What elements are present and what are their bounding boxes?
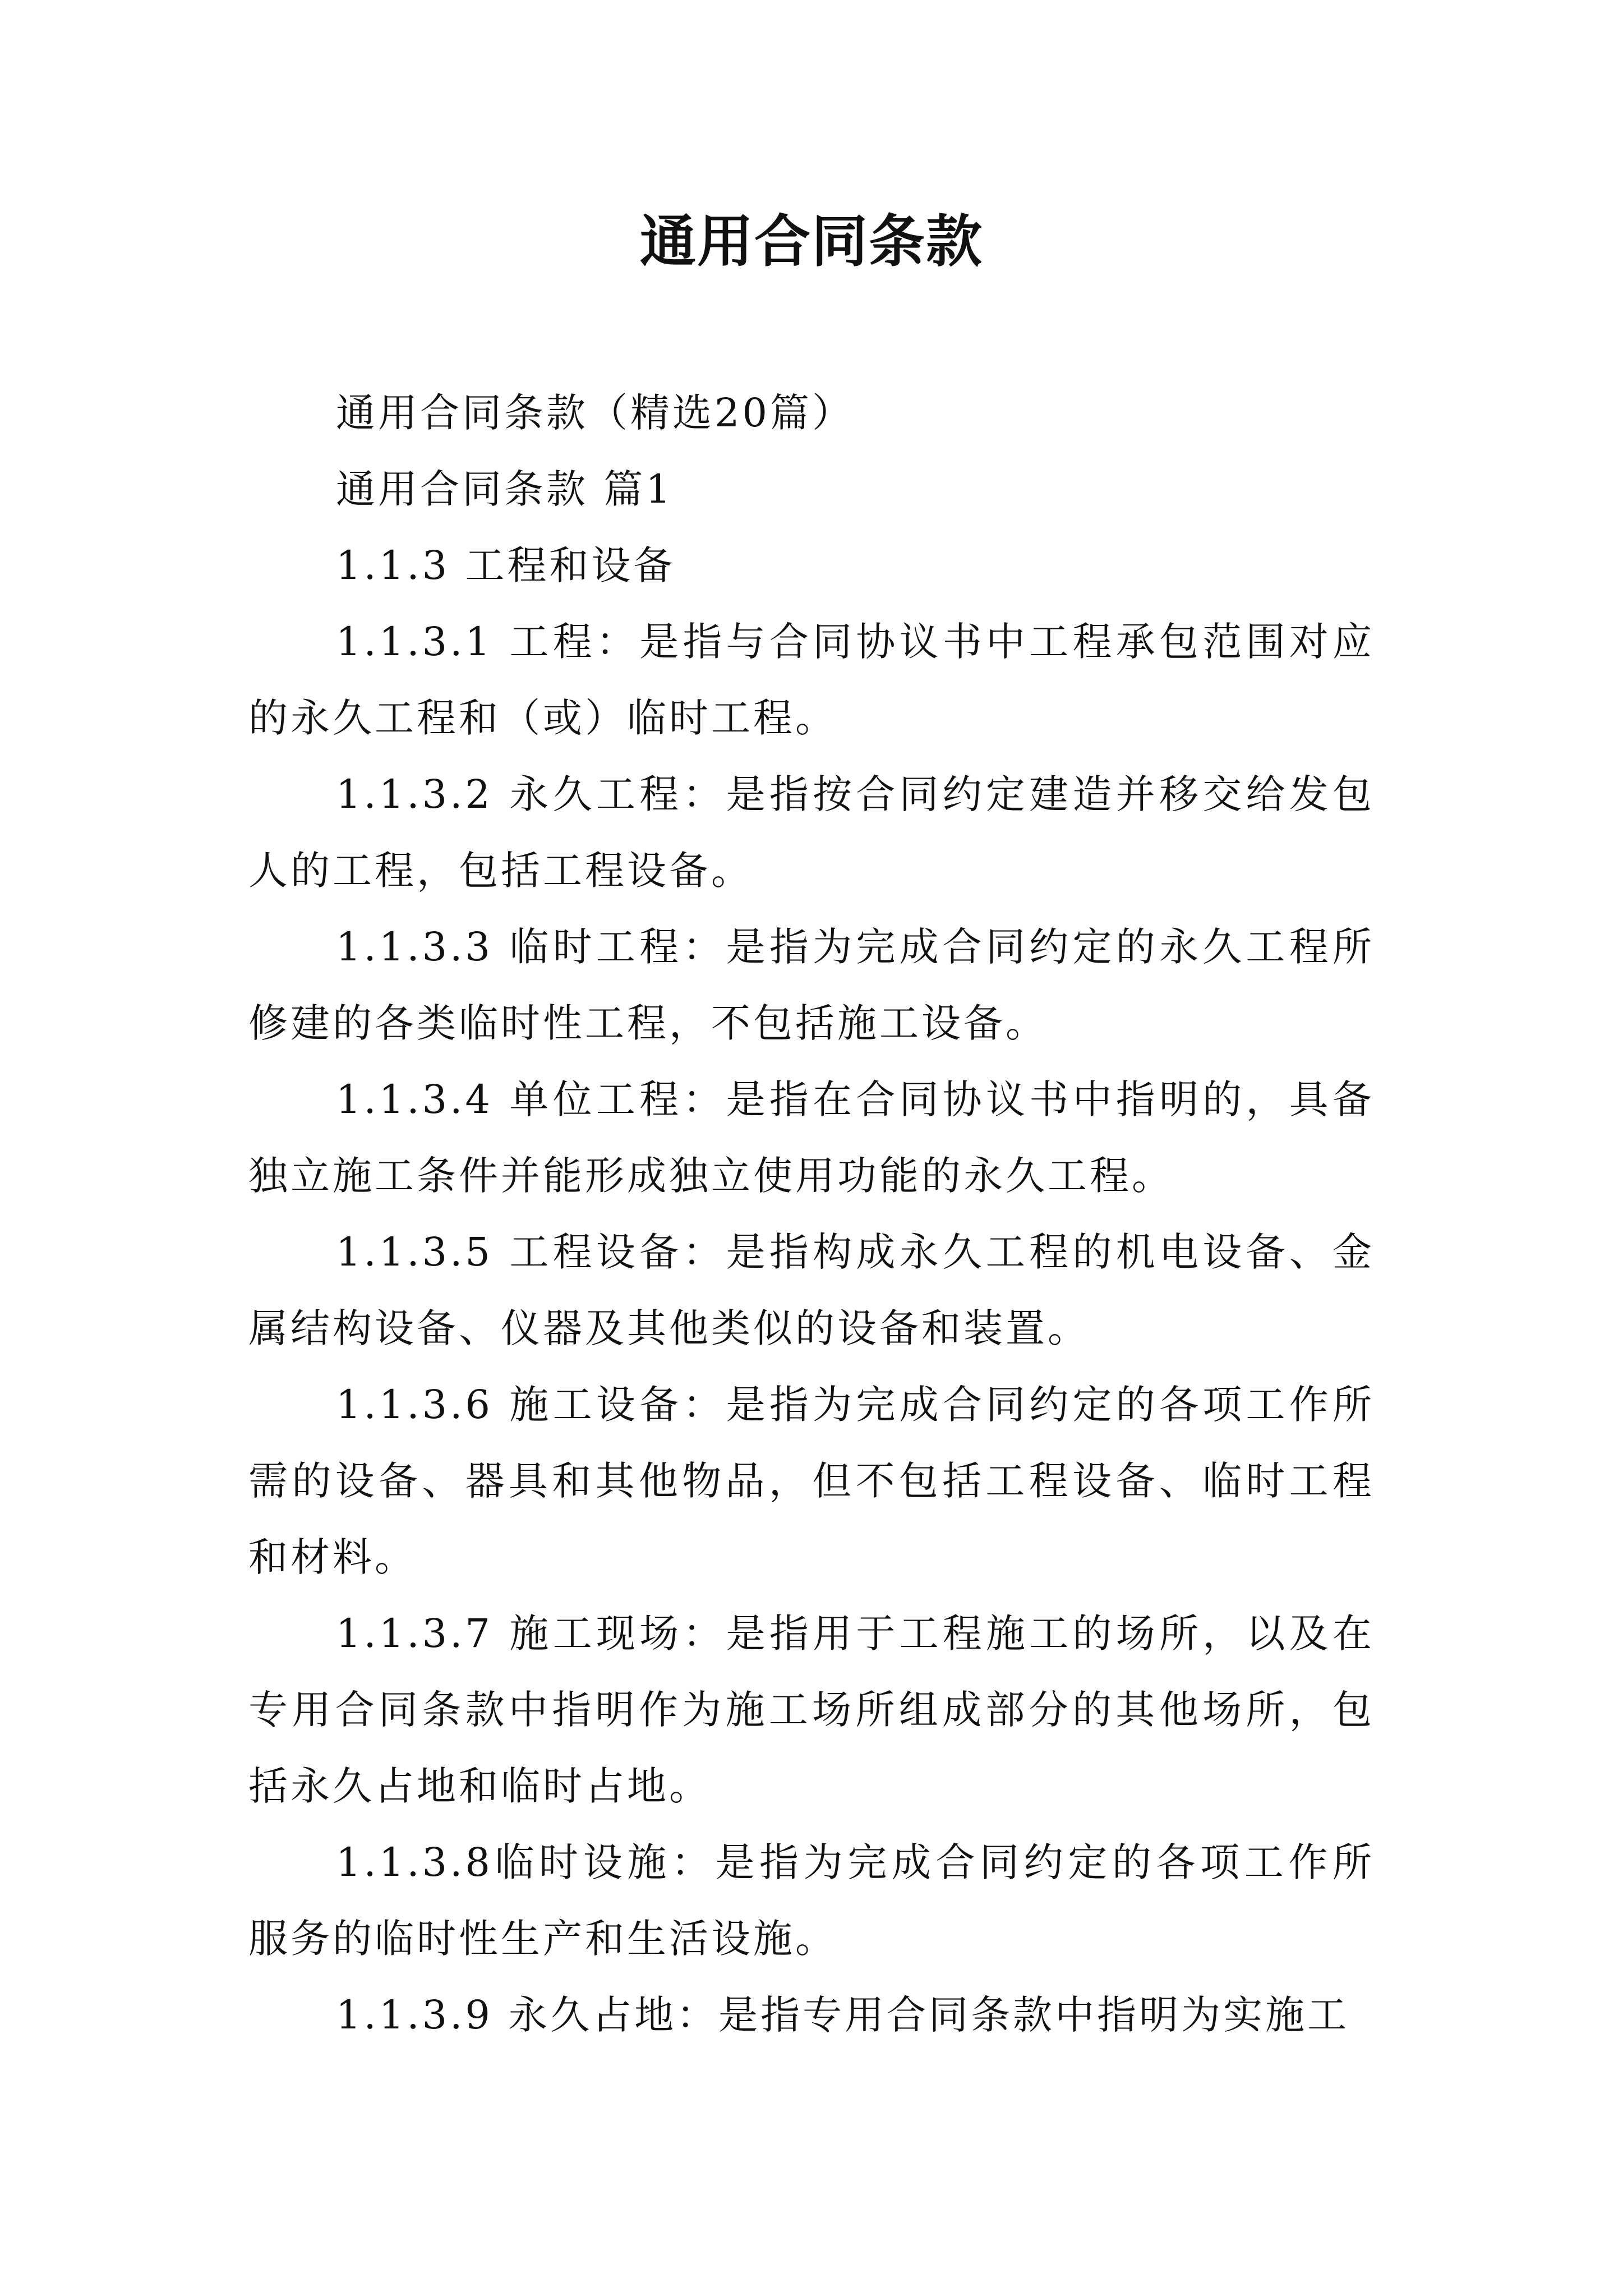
paragraph: 1.1.3.2 永久工程：是指按合同约定建造并移交给发包人的工程，包括工程设备。	[248, 771, 1375, 894]
document-body	[248, 375, 1375, 2053]
paragraph: 1.1.3.7 施工现场：是指用于工程施工的场所，以及在专用合同条款中指明作为施工场所组成部分的其他场所，包括永久占地和临时占地。	[248, 1611, 1375, 1809]
section-heading: 1.1.3 工程和设备	[336, 542, 676, 588]
paragraph: 通用合同条款 篇1	[336, 466, 674, 512]
document-title: 通用合同条款	[640, 208, 983, 274]
paragraph: 1.1.3.3 临时工程：是指为完成合同约定的永久工程所修建的各类临时性工程，不包括施工设备。	[248, 924, 1375, 1046]
paragraph: 1.1.3.4 单位工程：是指在合同协议书中指明的，具备独立施工条件并能形成独立使用功能的永久工程。	[248, 1076, 1375, 1199]
paragraph: 1.1.3.9 永久占地：是指专用合同条款中指明为实施工	[336, 1992, 1350, 2038]
paragraph: 通用合同条款（精选20篇）	[336, 390, 855, 436]
paragraph: 1.1.3.6 施工设备：是指为完成合同约定的各项工作所需的设备、器具和其他物品，但不包括工程设备、临时工程和材料。	[248, 1382, 1375, 1580]
paragraph: 1.1.3.5 工程设备：是指构成永久工程的机电设备、金属结构设备、仪器及其他类似的设备和装置。	[248, 1229, 1375, 1351]
paragraph: 1.1.3.1 工程：是指与合同协议书中工程承包范围对应的永久工程和（或）临时工程。	[248, 619, 1375, 741]
paragraph: 1.1.3.8临时设施：是指为完成合同约定的各项工作所服务的临时性生产和生活设施。	[248, 1839, 1375, 1962]
